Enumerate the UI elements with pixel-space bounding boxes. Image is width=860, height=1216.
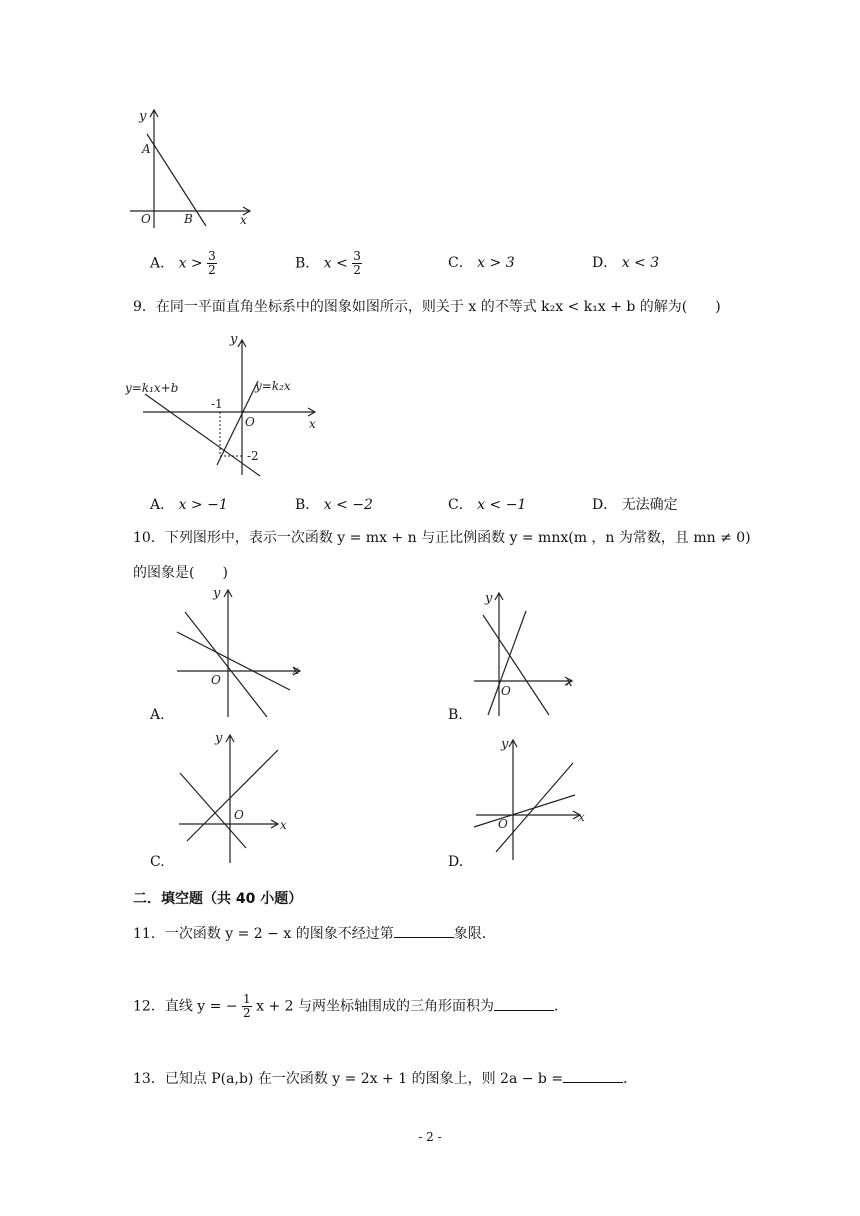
q10-option-b[interactable]: B. (448, 707, 463, 723)
page-number: - 2 - (418, 1130, 442, 1144)
q9-option-d[interactable]: D． 无法确定 (592, 497, 678, 513)
line-1 (185, 612, 267, 717)
line2-label: y=k₂x (255, 379, 291, 393)
y-label: y (215, 731, 223, 746)
q11-answer-blank[interactable] (394, 923, 454, 938)
fraction: $\frac{1}{2}$ (243, 992, 251, 1020)
fraction: $\frac{3}{2}$ (208, 249, 216, 277)
q8-option-a[interactable]: A． x > $\frac{3}{2}$ (150, 249, 216, 277)
origin-label: O (141, 212, 151, 226)
q8-option-b[interactable]: B． x < $\frac{3}{2}$ (295, 249, 361, 277)
x-label: x (566, 675, 573, 689)
x-label: x (292, 663, 299, 677)
y-label: y (230, 332, 238, 347)
origin-label: O (234, 808, 244, 822)
line-ab (147, 134, 206, 226)
q8-option-d[interactable]: D． x < 3 (592, 255, 660, 271)
q10-option-d[interactable]: D. (448, 854, 464, 870)
q8-option-c[interactable]: C． x > 3 (448, 255, 515, 271)
q10-option-c[interactable]: C. (150, 854, 165, 870)
q9-graph (125, 330, 325, 480)
section-title: 二．填空题（共 40 小题） (133, 891, 303, 907)
q10-graph-d (470, 735, 590, 863)
fraction: $\frac{3}{2}$ (353, 249, 361, 277)
origin-label: O (501, 684, 511, 698)
point-a-label: A (142, 142, 151, 156)
y-label: y (213, 586, 221, 601)
origin-label: O (245, 415, 255, 429)
q13: 13．已知点 P(a,b) 在一次函数 y = 2x + 1 的图象上，则 2a − b = ． (133, 1068, 637, 1089)
point-b-label: B (184, 212, 193, 226)
q9-stem: 9．在同一平面直角坐标系中的图象如图所示，则关于 x 的不等式 k₂x < k₁x + b 的解为( ) (133, 299, 721, 315)
q12-answer-blank[interactable] (494, 996, 554, 1011)
origin-label: O (498, 817, 508, 831)
q12: 12．直线 y = − $\frac{1}{2}$ x + 2 与两坐标轴围成的三角形面积为 ． (133, 992, 568, 1020)
line-1 (474, 795, 575, 827)
q10-stem-line1: 10．下列图形中，表示一次函数 y = mx + n 与正比例函数 y = mnx(m ，n 为常数，且 mn ≠ 0) (133, 530, 751, 546)
y-label: y (139, 109, 147, 124)
y-label: y (501, 737, 509, 752)
q9-option-c[interactable]: C． x < −1 (448, 497, 527, 513)
line-k1 (145, 394, 260, 476)
q9-option-b[interactable]: B． x < −2 (295, 497, 373, 513)
x-label: x (280, 818, 287, 832)
q13-answer-blank[interactable] (563, 1068, 623, 1083)
x-label: x (309, 417, 316, 431)
minus2-label: -2 (247, 449, 259, 463)
line-2 (187, 750, 278, 841)
x-label: x (240, 213, 247, 227)
q10-graph-c (170, 730, 295, 865)
y-label: y (485, 591, 493, 606)
q9-option-a[interactable]: A． x > −1 (150, 497, 228, 513)
q10-graph-a (170, 585, 310, 720)
x-label: x (578, 810, 585, 824)
line-2 (496, 763, 573, 852)
q10-graph-b (470, 588, 585, 718)
line1-label: y=k₁x+b (125, 381, 179, 395)
q11: 11．一次函数 y = 2 − x 的图象不经过第 象限． (133, 923, 496, 944)
line-2 (488, 611, 526, 715)
q10-stem-line2: 的图象是( ) (133, 565, 228, 581)
q10-option-a[interactable]: A. (150, 707, 165, 723)
minus1-label: -1 (211, 397, 223, 411)
q8-graph (125, 100, 255, 230)
line-2 (177, 632, 290, 690)
origin-label: O (211, 673, 221, 687)
